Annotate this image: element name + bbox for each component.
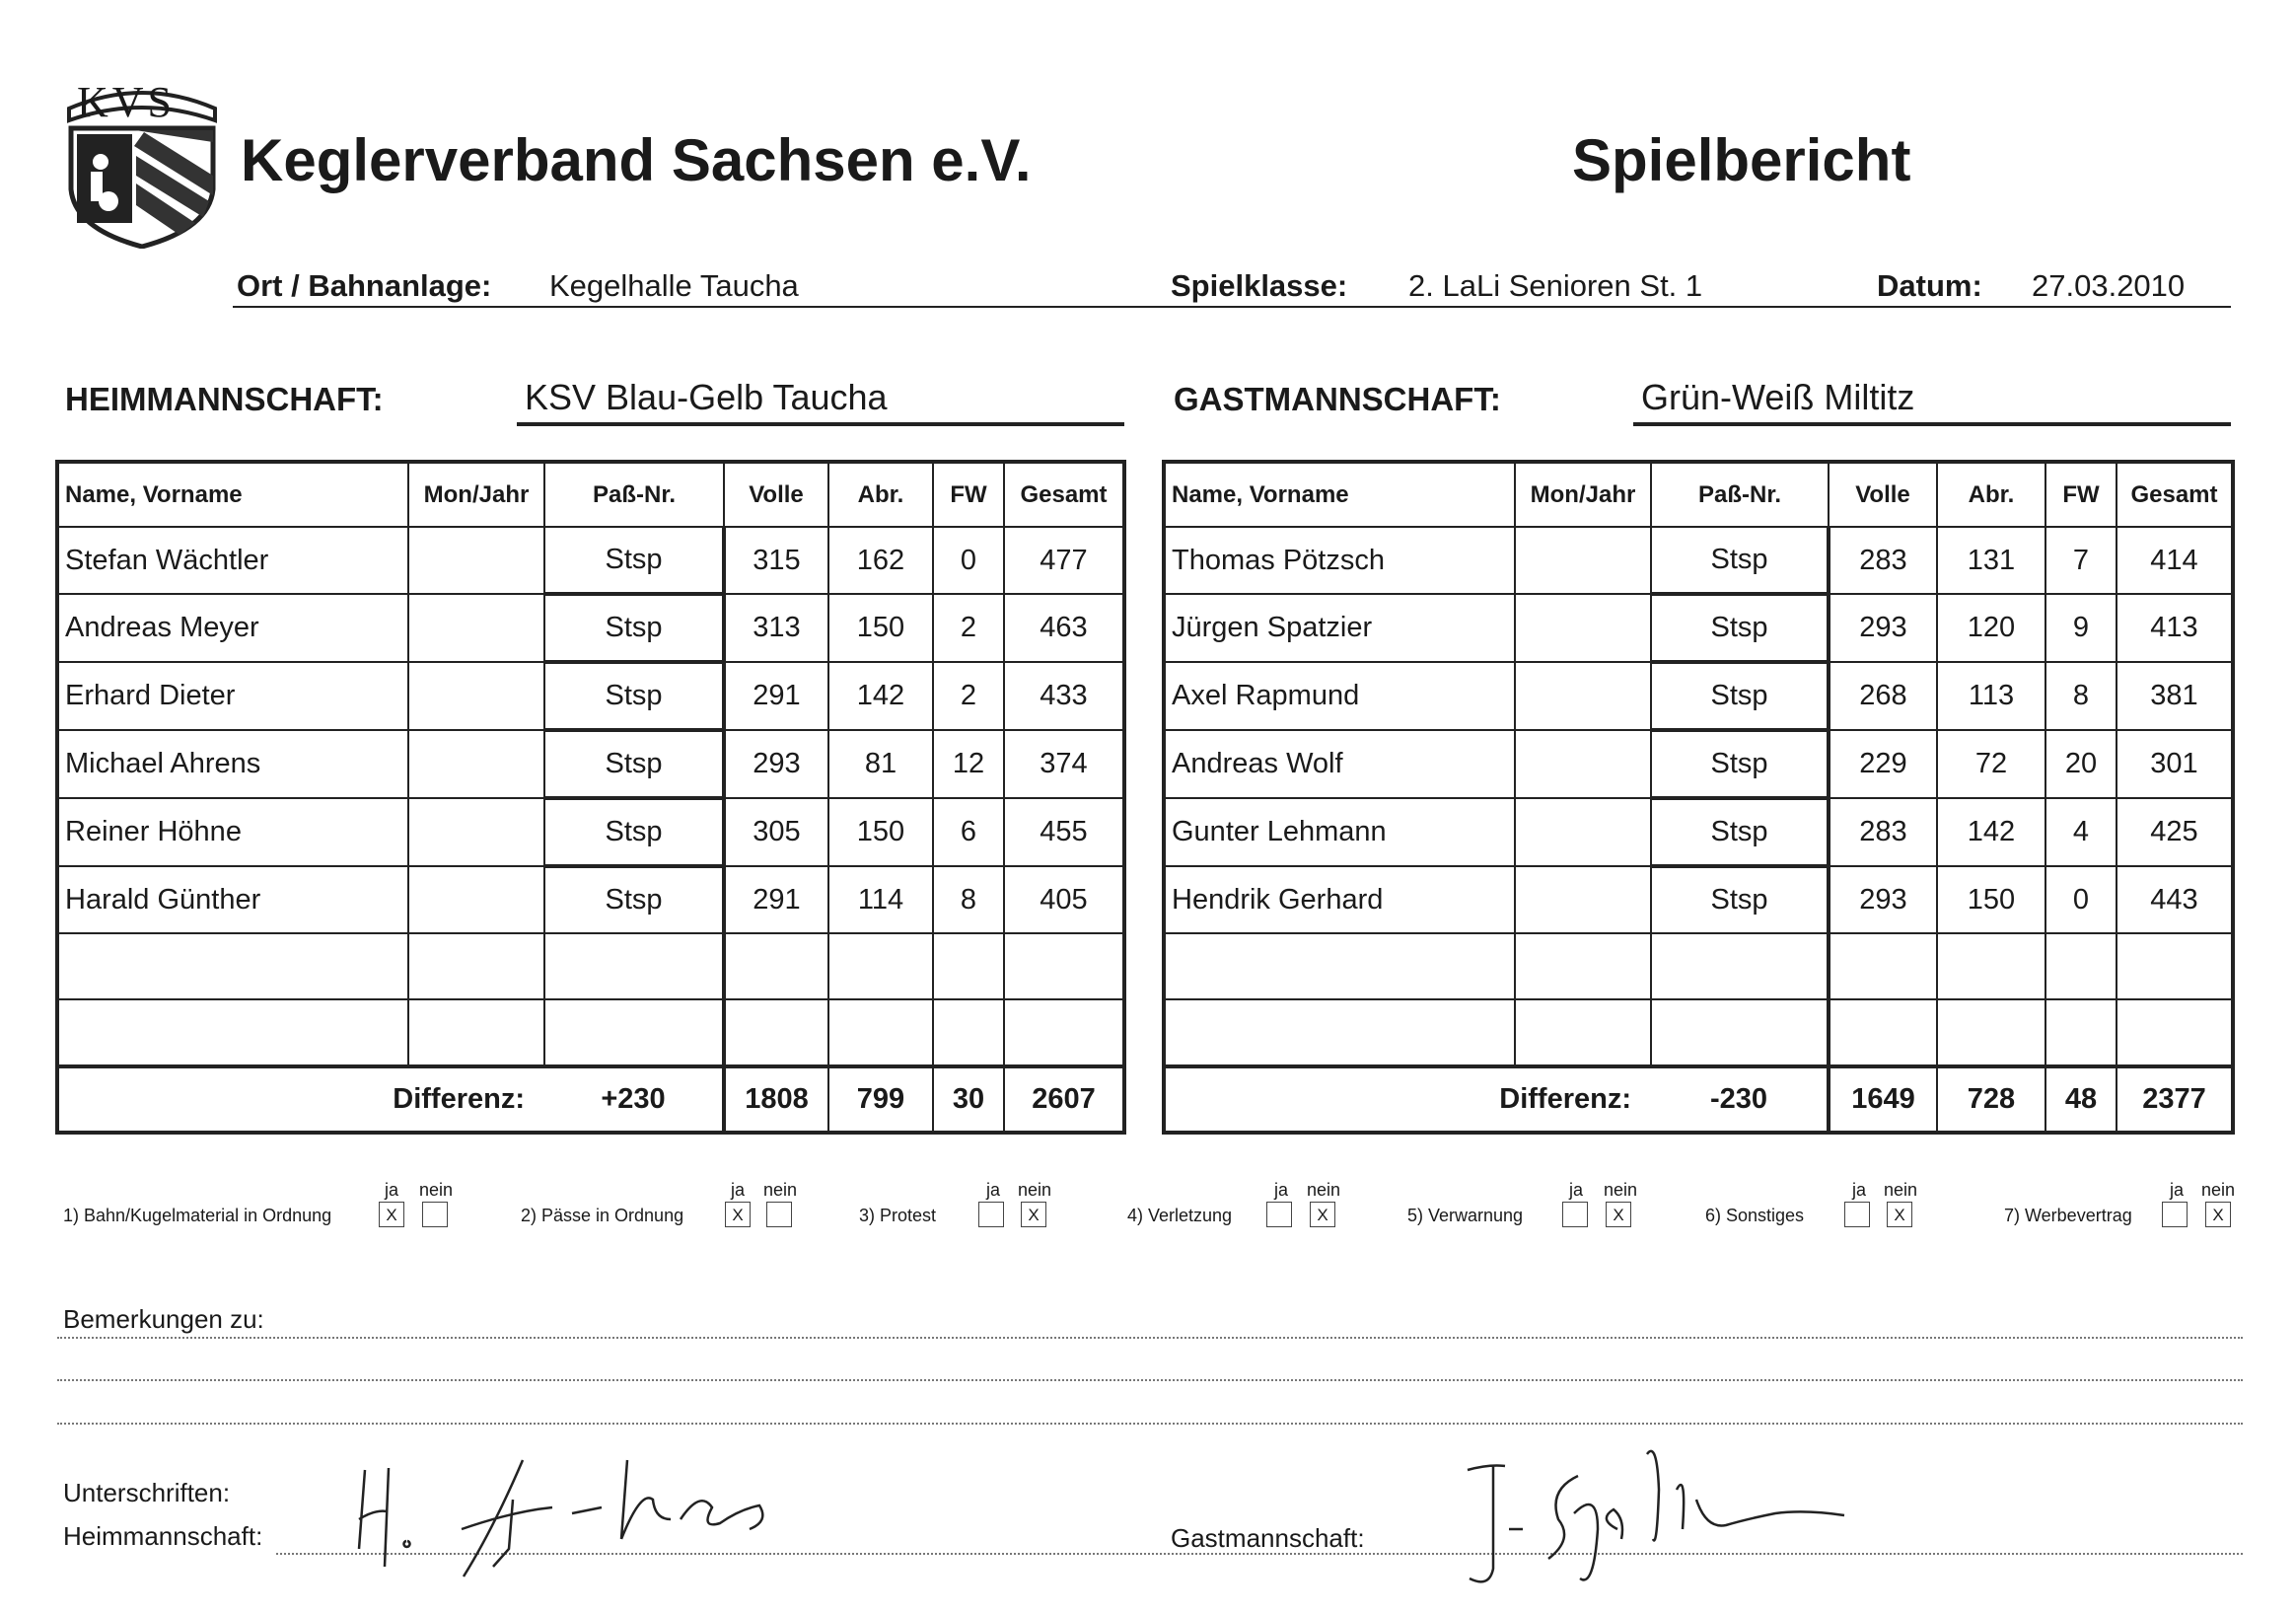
checkbox-ja[interactable] xyxy=(1266,1202,1292,1227)
col-mon: Mon/Jahr xyxy=(408,462,544,527)
player-volle: 315 xyxy=(724,527,828,594)
player-pass: Stsp xyxy=(1651,798,1829,866)
player-name: Erhard Dieter xyxy=(57,662,408,730)
org-name: Keglerverband Sachsen e.V. xyxy=(241,127,1032,193)
nein-label: nein xyxy=(1884,1180,1918,1200)
checkbox-ja[interactable]: X xyxy=(725,1202,751,1227)
player-abr: 114 xyxy=(828,866,933,933)
home-team-underline xyxy=(517,422,1124,426)
player-abr: 81 xyxy=(828,730,933,798)
guest-team-underline xyxy=(1633,422,2231,426)
table-row xyxy=(1164,730,2233,798)
table-row xyxy=(57,527,1124,594)
player-name: Stefan Wächtler xyxy=(57,527,408,594)
nein-label: nein xyxy=(763,1180,798,1200)
player-pass: Stsp xyxy=(544,866,724,933)
player-fw: 2 xyxy=(933,594,1004,662)
player-mon xyxy=(408,798,544,866)
guest-signature xyxy=(1450,1431,1864,1598)
player-name: Jürgen Spatzier xyxy=(1164,594,1515,662)
player-fw: 7 xyxy=(2045,527,2117,594)
player-volle: 305 xyxy=(724,798,828,866)
player-gesamt xyxy=(2117,933,2233,999)
table-row xyxy=(1164,798,2233,866)
player-name: Hendrik Gerhard xyxy=(1164,866,1515,933)
total-gesamt: 2377 xyxy=(2117,1066,2233,1133)
ja-label: ja xyxy=(385,1180,399,1200)
player-name xyxy=(57,999,408,1066)
player-gesamt: 414 xyxy=(2117,527,2233,594)
player-gesamt xyxy=(2117,999,2233,1066)
player-abr: 150 xyxy=(828,798,933,866)
table-row xyxy=(57,933,1124,999)
col-name: Name, Vorname xyxy=(57,462,408,527)
player-mon xyxy=(408,866,544,933)
guest-signature-label: Gastmannschaft: xyxy=(1171,1523,1365,1553)
player-fw: 0 xyxy=(933,527,1004,594)
home-team-name: KSV Blau-Gelb Taucha xyxy=(525,377,888,417)
player-name: Andreas Wolf xyxy=(1164,730,1515,798)
checkbox-nein[interactable]: X xyxy=(1310,1202,1335,1227)
table-header-row xyxy=(1164,462,2233,527)
total-abr: 799 xyxy=(828,1066,933,1133)
player-mon xyxy=(1515,999,1651,1066)
col-fw: FW xyxy=(2045,462,2117,527)
player-abr: 142 xyxy=(828,662,933,730)
player-gesamt: 463 xyxy=(1004,594,1124,662)
player-pass: Stsp xyxy=(544,730,724,798)
player-abr xyxy=(828,999,933,1066)
col-abr: Abr. xyxy=(1937,462,2045,527)
checkbox-ja[interactable] xyxy=(1844,1202,1870,1227)
check-label: 6) Sonstiges xyxy=(1705,1206,1805,1225)
datum-value: 27.03.2010 xyxy=(2032,268,2186,303)
ja-label: ja xyxy=(1274,1180,1289,1200)
remarks-label: Bemerkungen zu: xyxy=(63,1304,264,1334)
klasse-value: 2. LaLi Senioren St. 1 xyxy=(1408,268,1703,303)
table-row xyxy=(1164,866,2233,933)
check-label: 4) Verletzung xyxy=(1127,1206,1233,1225)
checkbox-nein[interactable] xyxy=(422,1202,448,1227)
player-volle xyxy=(724,933,828,999)
check-label: 7) Werbevertrag xyxy=(2004,1206,2132,1225)
col-gesamt: Gesamt xyxy=(1004,462,1124,527)
nein-label: nein xyxy=(1018,1180,1052,1200)
ja-label: ja xyxy=(1852,1180,1867,1200)
checkbox-ja[interactable] xyxy=(1562,1202,1588,1227)
player-gesamt: 413 xyxy=(2117,594,2233,662)
check-label: 1) Bahn/Kugelmaterial in Ordnung xyxy=(63,1206,332,1225)
differenz-label: Differenz: xyxy=(1164,1066,1651,1133)
player-abr: 113 xyxy=(1937,662,2045,730)
ja-label: ja xyxy=(2170,1180,2185,1200)
player-gesamt: 477 xyxy=(1004,527,1124,594)
player-name: Michael Ahrens xyxy=(57,730,408,798)
table-row xyxy=(1164,527,2233,594)
player-name: Axel Rapmund xyxy=(1164,662,1515,730)
player-name: Thomas Pötzsch xyxy=(1164,527,1515,594)
player-gesamt: 433 xyxy=(1004,662,1124,730)
klasse-label: Spielklasse: xyxy=(1171,268,1348,303)
player-gesamt xyxy=(1004,933,1124,999)
remarks-line xyxy=(57,1423,2243,1425)
col-pass: Paß-Nr. xyxy=(544,462,724,527)
player-fw: 8 xyxy=(933,866,1004,933)
player-abr xyxy=(828,933,933,999)
checkbox-nein[interactable]: X xyxy=(1887,1202,1912,1227)
player-volle: 291 xyxy=(724,662,828,730)
total-volle: 1649 xyxy=(1829,1066,1937,1133)
player-fw xyxy=(2045,933,2117,999)
checkbox-nein[interactable]: X xyxy=(1606,1202,1631,1227)
signatures-label: Unterschriften: xyxy=(63,1478,231,1507)
ort-value: Kegelhalle Taucha xyxy=(549,268,799,303)
player-mon xyxy=(1515,933,1651,999)
player-fw: 9 xyxy=(2045,594,2117,662)
total-fw: 30 xyxy=(933,1066,1004,1133)
ja-label: ja xyxy=(986,1180,1001,1200)
table-row xyxy=(1164,999,2233,1066)
col-mon: Mon/Jahr xyxy=(1515,462,1651,527)
player-gesamt: 455 xyxy=(1004,798,1124,866)
player-fw xyxy=(2045,999,2117,1066)
kvs-logo xyxy=(61,78,223,249)
ort-label: Ort / Bahnanlage: xyxy=(237,268,492,303)
player-pass: Stsp xyxy=(544,662,724,730)
ja-label: ja xyxy=(1569,1180,1584,1200)
table-header-row xyxy=(57,462,1124,527)
home-signature xyxy=(345,1450,819,1588)
total-row xyxy=(57,1066,1124,1133)
differenz-value: -230 xyxy=(1651,1066,1829,1133)
player-mon xyxy=(1515,798,1651,866)
nein-label: nein xyxy=(1307,1180,1341,1200)
check-label: 3) Protest xyxy=(859,1206,937,1225)
player-volle: 268 xyxy=(1829,662,1937,730)
player-mon xyxy=(1515,662,1651,730)
player-pass: Stsp xyxy=(1651,594,1829,662)
col-fw: FW xyxy=(933,462,1004,527)
player-abr: 72 xyxy=(1937,730,2045,798)
player-abr: 150 xyxy=(828,594,933,662)
player-mon xyxy=(1515,730,1651,798)
player-gesamt: 405 xyxy=(1004,866,1124,933)
player-mon xyxy=(1515,866,1651,933)
player-name: Reiner Höhne xyxy=(57,798,408,866)
player-volle: 291 xyxy=(724,866,828,933)
player-gesamt: 381 xyxy=(2117,662,2233,730)
differenz-value: +230 xyxy=(544,1066,724,1133)
player-pass xyxy=(544,999,724,1066)
table-row xyxy=(1164,594,2233,662)
player-name xyxy=(1164,933,1515,999)
player-mon xyxy=(408,730,544,798)
player-volle: 293 xyxy=(1829,594,1937,662)
home-team-label: HEIMMANNSCHAFT: xyxy=(65,381,384,417)
total-fw: 48 xyxy=(2045,1066,2117,1133)
nein-label: nein xyxy=(2201,1180,2236,1200)
table-row xyxy=(57,798,1124,866)
col-volle: Volle xyxy=(724,462,828,527)
player-name xyxy=(57,933,408,999)
checkbox-nein[interactable]: X xyxy=(2205,1202,2231,1227)
table-row xyxy=(57,999,1124,1066)
player-volle: 283 xyxy=(1829,527,1937,594)
player-pass xyxy=(1651,933,1829,999)
player-abr: 131 xyxy=(1937,527,2045,594)
checkbox-nein[interactable] xyxy=(766,1202,792,1227)
check-label: 5) Verwarnung xyxy=(1407,1206,1524,1225)
col-volle: Volle xyxy=(1829,462,1937,527)
player-volle: 293 xyxy=(724,730,828,798)
check-label: 2) Pässe in Ordnung xyxy=(521,1206,684,1225)
player-pass: Stsp xyxy=(1651,527,1829,594)
player-mon xyxy=(408,662,544,730)
player-fw: 2 xyxy=(933,662,1004,730)
player-fw: 4 xyxy=(2045,798,2117,866)
player-fw: 12 xyxy=(933,730,1004,798)
player-gesamt xyxy=(1004,999,1124,1066)
total-abr: 728 xyxy=(1937,1066,2045,1133)
player-fw: 0 xyxy=(2045,866,2117,933)
logo-text: KVS xyxy=(77,78,177,126)
player-abr: 120 xyxy=(1937,594,2045,662)
player-fw xyxy=(933,933,1004,999)
player-volle: 283 xyxy=(1829,798,1937,866)
checkbox-ja[interactable]: X xyxy=(379,1202,404,1227)
player-name: Andreas Meyer xyxy=(57,594,408,662)
player-fw xyxy=(933,999,1004,1066)
meta-underline xyxy=(233,306,2231,308)
datum-label: Datum: xyxy=(1877,268,1982,303)
nein-label: nein xyxy=(419,1180,454,1200)
table-row xyxy=(57,594,1124,662)
player-name: Harald Günther xyxy=(57,866,408,933)
table-row xyxy=(57,730,1124,798)
differenz-label: Differenz: xyxy=(57,1066,544,1133)
player-gesamt: 374 xyxy=(1004,730,1124,798)
guest-score-table xyxy=(1162,460,2235,1135)
col-gesamt: Gesamt xyxy=(2117,462,2233,527)
player-pass: Stsp xyxy=(544,798,724,866)
player-volle: 293 xyxy=(1829,866,1937,933)
total-gesamt: 2607 xyxy=(1004,1066,1124,1133)
table-row xyxy=(1164,933,2233,999)
player-pass xyxy=(1651,999,1829,1066)
player-volle xyxy=(1829,999,1937,1066)
col-pass: Paß-Nr. xyxy=(1651,462,1829,527)
player-pass: Stsp xyxy=(1651,866,1829,933)
total-row xyxy=(1164,1066,2233,1133)
player-mon xyxy=(408,594,544,662)
player-volle: 229 xyxy=(1829,730,1937,798)
player-fw: 20 xyxy=(2045,730,2117,798)
player-volle: 313 xyxy=(724,594,828,662)
player-pass xyxy=(544,933,724,999)
home-score-table xyxy=(55,460,1126,1135)
player-fw: 8 xyxy=(2045,662,2117,730)
player-gesamt: 443 xyxy=(2117,866,2233,933)
table-row xyxy=(57,662,1124,730)
guest-team-name: Grün-Weiß Miltitz xyxy=(1641,377,1915,417)
remarks-line xyxy=(57,1379,2243,1381)
player-volle xyxy=(1829,933,1937,999)
player-pass: Stsp xyxy=(544,527,724,594)
ja-label: ja xyxy=(731,1180,746,1200)
player-pass: Stsp xyxy=(544,594,724,662)
player-abr: 162 xyxy=(828,527,933,594)
col-abr: Abr. xyxy=(828,462,933,527)
player-name: Gunter Lehmann xyxy=(1164,798,1515,866)
nein-label: nein xyxy=(1604,1180,1638,1200)
table-row xyxy=(1164,662,2233,730)
checkbox-nein[interactable]: X xyxy=(1021,1202,1046,1227)
player-abr: 142 xyxy=(1937,798,2045,866)
doc-title: Spielbericht xyxy=(1572,127,1911,193)
player-gesamt: 301 xyxy=(2117,730,2233,798)
player-mon xyxy=(408,527,544,594)
player-abr xyxy=(1937,933,2045,999)
checkbox-ja[interactable] xyxy=(2162,1202,2188,1227)
player-gesamt: 425 xyxy=(2117,798,2233,866)
table-row xyxy=(57,866,1124,933)
player-mon xyxy=(1515,527,1651,594)
col-name: Name, Vorname xyxy=(1164,462,1515,527)
player-pass: Stsp xyxy=(1651,662,1829,730)
player-name xyxy=(1164,999,1515,1066)
remarks-line xyxy=(57,1337,2243,1339)
total-volle: 1808 xyxy=(724,1066,828,1133)
player-abr: 150 xyxy=(1937,866,2045,933)
player-fw: 6 xyxy=(933,798,1004,866)
checkbox-ja[interactable] xyxy=(978,1202,1004,1227)
player-mon xyxy=(1515,594,1651,662)
player-volle xyxy=(724,999,828,1066)
home-signature-label: Heimmannschaft: xyxy=(63,1521,263,1551)
player-mon xyxy=(408,933,544,999)
player-pass: Stsp xyxy=(1651,730,1829,798)
player-abr xyxy=(1937,999,2045,1066)
player-mon xyxy=(408,999,544,1066)
guest-team-label: GASTMANNSCHAFT: xyxy=(1174,381,1501,417)
